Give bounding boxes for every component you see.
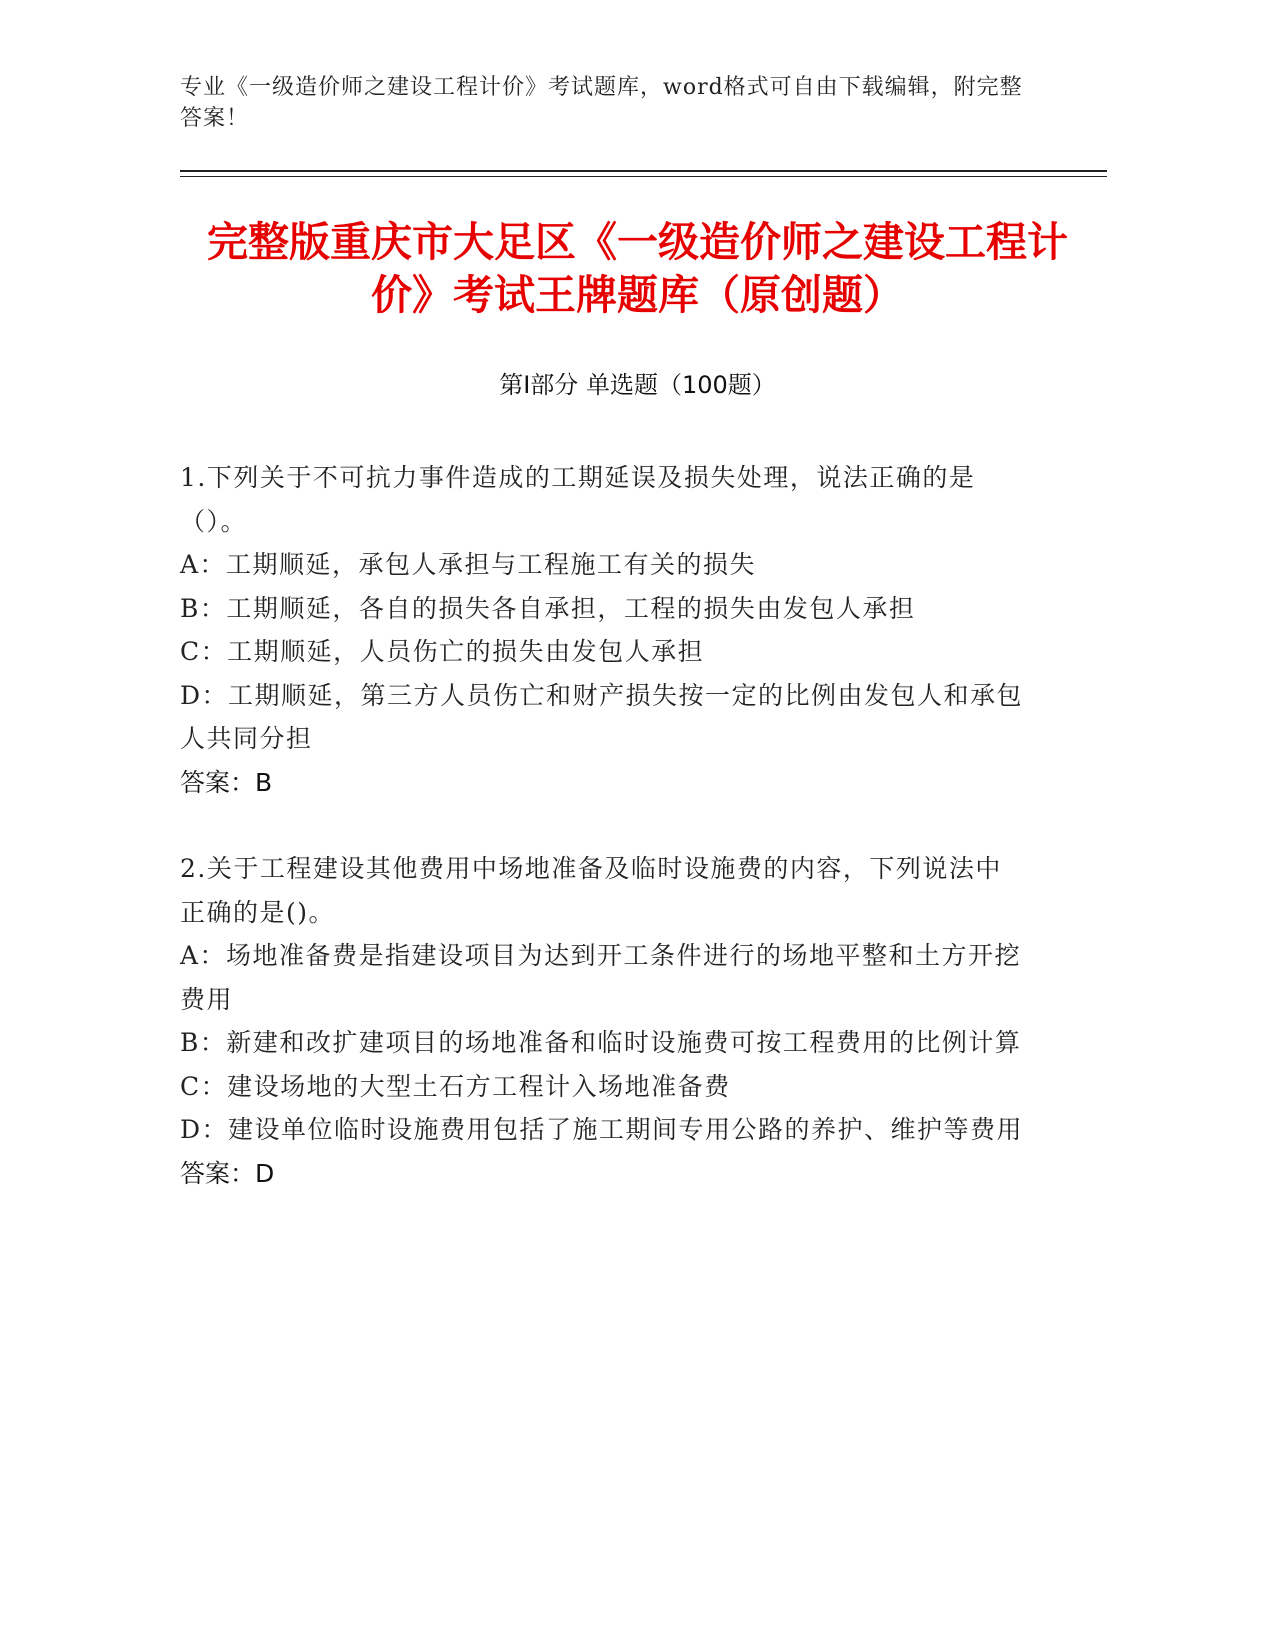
option-a: A：场地准备费是指建设项目为达到开工条件进行的场地平整和土方开挖费用 (180, 941, 1022, 1014)
question-1 (180, 456, 1025, 804)
page-title: 完整版重庆市大足区《一级造价师之建设工程计价》考试王牌题库（原创题） (207, 218, 1068, 319)
option-a: A：工期顺延，承包人承担与工程施工有关的损失 (180, 550, 757, 579)
option-d: D：工期顺延，第三方人员伤亡和财产损失按一定的比例由发包人和承包人共同分担 (180, 680, 1024, 753)
header-rule-thick (180, 170, 1107, 172)
question-stem: 1.下列关于不可抗力事件造成的工期延误及损失处理，说法正确的是（）。 (180, 463, 976, 536)
question-2 (180, 847, 1025, 1195)
answer: 答案：D (180, 1158, 275, 1188)
answer: 答案：B (180, 767, 273, 797)
question-stem: 2.关于工程建设其他费用中场地准备及临时设施费的内容，下列说法中正确的是()。 (180, 854, 1002, 927)
option-b: B：新建和改扩建项目的场地准备和临时设施费可按工程费用的比例计算 (180, 1028, 1022, 1057)
option-c: C：建设场地的大型土石方工程计入场地准备费 (180, 1071, 731, 1101)
section-heading: 第Ⅰ部分 单选题（100题） (499, 371, 776, 399)
option-b: B：工期顺延，各自的损失各自承担，工程的损失由发包人承担 (180, 593, 916, 623)
header-note: 专业《一级造价师之建设工程计价》考试题库，word格式可自由下载编辑，附完整答案！ (180, 75, 1023, 131)
option-c: C：工期顺延，人员伤亡的损失由发包人承担 (180, 637, 705, 666)
option-d: D：建设单位临时设施费用包括了施工期间专用公路的养护、维护等费用 (180, 1115, 1024, 1144)
header-rule-thin (180, 176, 1107, 177)
